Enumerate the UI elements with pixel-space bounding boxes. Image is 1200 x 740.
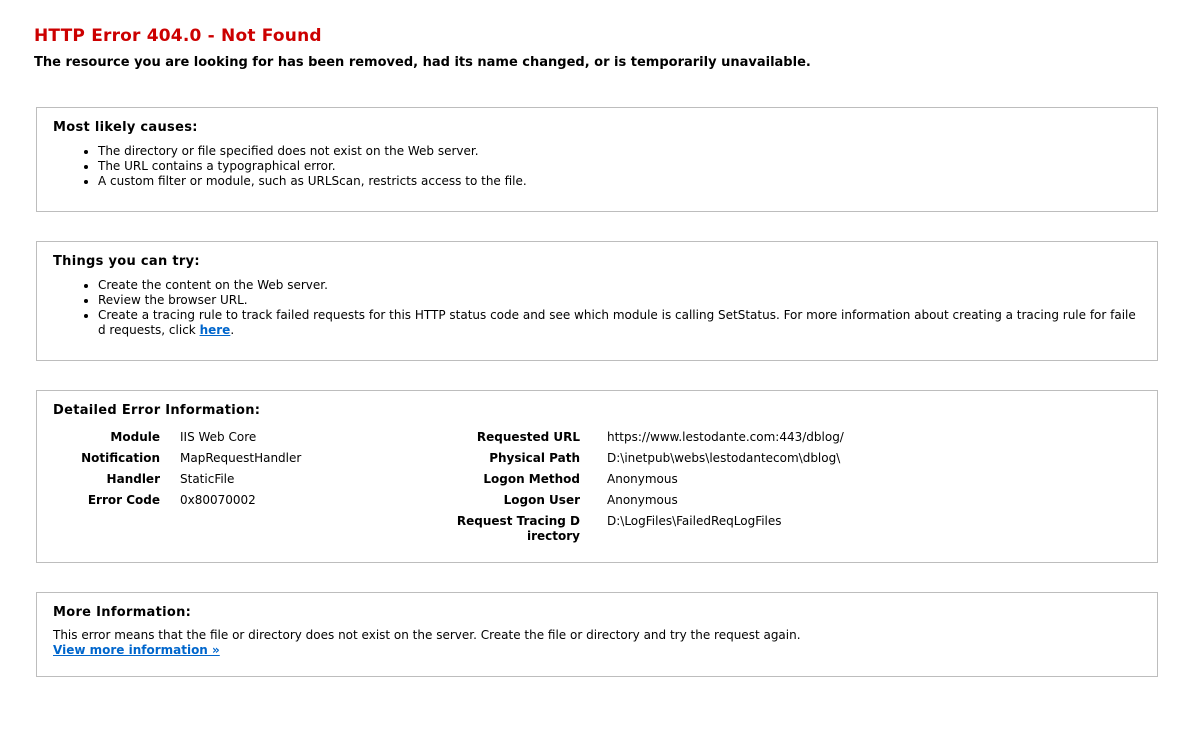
- list-item: • The URL contains a typographical error.: [98, 159, 1141, 174]
- tracing-rule-here-link[interactable]: here: [199, 323, 231, 337]
- detailed-error-panel: [36, 390, 1158, 563]
- more-information-text: [53, 628, 1141, 658]
- things-to-try-panel: [36, 241, 1158, 361]
- error-header: [34, 26, 811, 70]
- list-item: • Review the browser URL.: [98, 293, 1141, 308]
- handler-value: StaticFile: [180, 472, 235, 486]
- more-information-panel: [36, 592, 1158, 677]
- likely-causes-heading: Most likely causes:: [53, 120, 198, 135]
- tracing-rule-text: Create a tracing rule to track failed requests for this HTTP status code and see which module is calling SetStatus. For more information about creating a tracing rule for faile d requests, click: [98, 308, 1136, 337]
- more-information-description: This error means that the file or directory does not exist on the server. Create the file or directory and try the request again.: [53, 628, 801, 642]
- logon-user-label: Logon User: [503, 493, 580, 507]
- requested-url-value: https://www.lestodante.com:443/dblog/: [607, 430, 844, 444]
- view-more-information-link[interactable]: View more information »: [53, 643, 220, 657]
- module-value: IIS Web Core: [180, 430, 257, 444]
- page-title: HTTP Error 404.0 - Not Found: [34, 26, 322, 46]
- detailed-error-heading: Detailed Error Information:: [53, 403, 261, 418]
- list-item: • The directory or file specified does not exist on the Web server.: [98, 144, 1141, 159]
- likely-causes-panel: [36, 107, 1158, 212]
- notification-label: Notification: [81, 451, 160, 465]
- request-tracing-label-line1: Request Tracing D: [456, 514, 580, 528]
- error-summary: The resource you are looking for has been removed, had its name changed, or is temporarily unavailable.: [34, 55, 811, 70]
- error-code-label: Error Code: [87, 493, 160, 507]
- error-code-value: 0x80070002: [180, 493, 256, 507]
- more-information-heading: More Information:: [53, 605, 192, 620]
- handler-label: Handler: [106, 472, 160, 486]
- module-label: Module: [110, 430, 160, 444]
- request-tracing-directory-value: D:\LogFiles\FailedReqLogFiles: [607, 514, 782, 528]
- things-to-try-heading: Things you can try:: [53, 254, 200, 269]
- likely-causes-list: [53, 144, 1141, 189]
- things-to-try-list: [53, 278, 1141, 338]
- tracing-rule-period: .: [230, 323, 235, 337]
- physical-path-label: Physical Path: [489, 451, 580, 465]
- request-tracing-label-line2: irectory: [526, 529, 580, 543]
- requested-url-label: Requested URL: [476, 430, 580, 444]
- notification-value: MapRequestHandler: [180, 451, 302, 465]
- physical-path-value: D:\inetpub\webs\lestodantecom\dblog\: [607, 451, 841, 465]
- list-item: • A custom filter or module, such as URLScan, restricts access to the file.: [98, 174, 1141, 189]
- list-item: • Create the content on the Web server.: [98, 278, 1141, 293]
- logon-method-value: Anonymous: [607, 472, 678, 486]
- request-tracing-directory-label: [433, 514, 580, 544]
- logon-method-label: Logon Method: [483, 472, 580, 486]
- logon-user-value: Anonymous: [607, 493, 678, 507]
- list-item: [98, 308, 1141, 338]
